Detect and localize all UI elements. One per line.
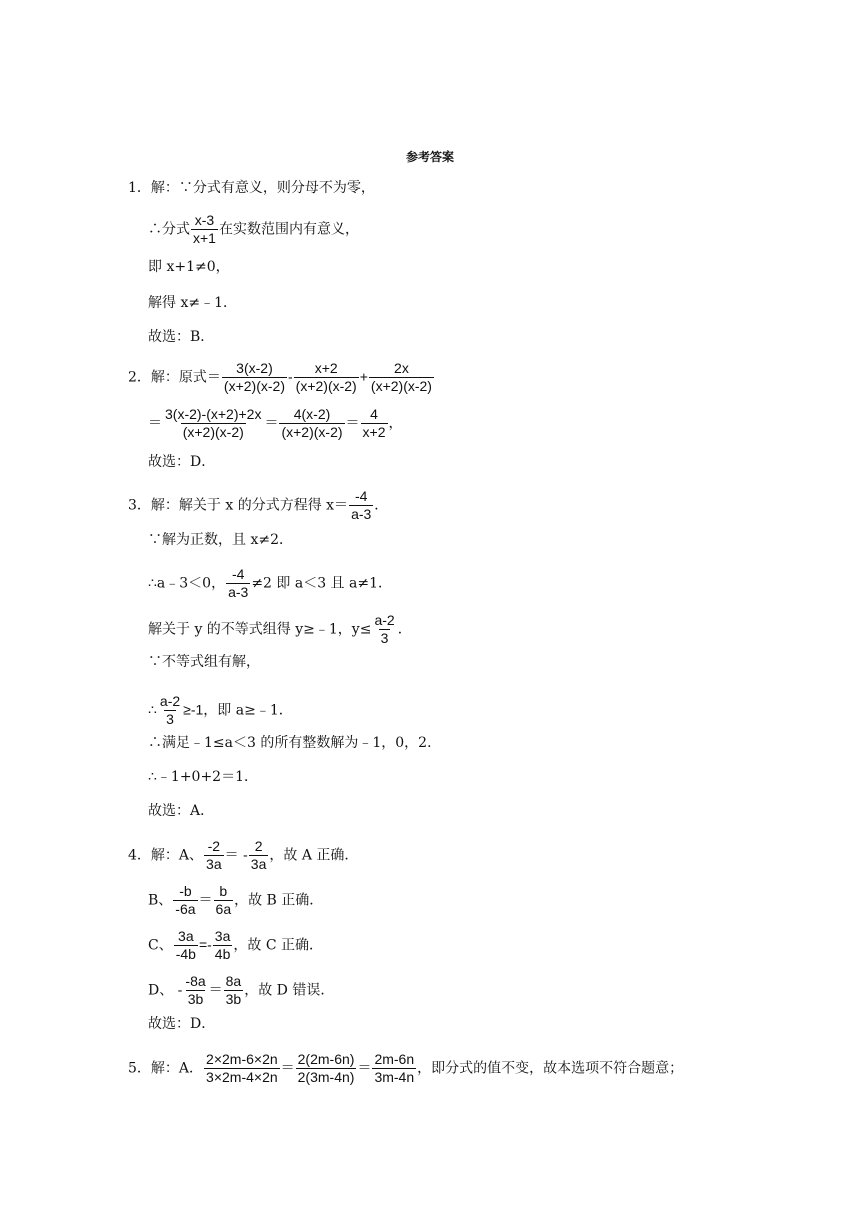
q2-fraction-2-numerator: x+2: [314, 360, 338, 376]
q3-line7: ∴满足﹣1≤a＜3 的所有整数解为﹣1，0，2．: [148, 735, 442, 751]
q4-d-fraction-2-numerator: 8a: [225, 973, 242, 989]
q4-c-equals: =-: [198, 936, 212, 953]
q4-c-fraction-2: [213, 928, 233, 963]
q3-line9: 故选：A．: [148, 803, 215, 819]
q4-a-fraction-1-denominator: 3a: [206, 856, 222, 872]
q2-line2-prefix: ＝: [148, 415, 162, 432]
q4-d-fraction-1: [183, 973, 207, 1008]
q2-fraction-5-numerator: 4(x-2): [293, 406, 331, 422]
q1-fraction-numerator: x-3: [194, 212, 215, 228]
q2-fraction-3-denominator: (x+2)(x-2): [370, 378, 432, 394]
q5-fraction-2-denominator: 2(3m-4n): [297, 1069, 355, 1085]
q2-fraction-4-denominator: (x+2)(x-2): [182, 424, 244, 440]
q1-line2-prefix: ∴分式: [148, 221, 190, 238]
q4-d-suffix: ，故 D 错误．: [244, 982, 335, 999]
q4-line1: [128, 838, 358, 873]
q3-fraction-4-numerator: a-2: [159, 693, 181, 709]
q4-option-b-prefix: B、: [148, 892, 173, 909]
q2-fraction-6-numerator: 4: [370, 406, 378, 422]
q4-d-fraction-1-numerator: -8a: [185, 973, 206, 989]
q1-fraction: [191, 212, 218, 247]
q3-line1: [128, 488, 388, 523]
q3-line1-suffix: ．: [374, 497, 389, 514]
q5-fraction-1: [204, 1051, 280, 1086]
q2-line2-suffix: ，: [388, 415, 403, 432]
q4-b-suffix: ，故 B 正确．: [234, 892, 324, 909]
q3-line3-suffix: ≠2 即 a＜3 且 a≠1．: [251, 575, 392, 592]
q4-a-suffix: ，故 A 正确．: [269, 847, 359, 864]
q4-b-fraction-1-denominator: -6a: [175, 901, 196, 917]
q5-fraction-1-denominator: 3×2m-4×2n: [206, 1069, 278, 1085]
q2-fraction-1: [222, 360, 287, 395]
q4-d-fraction-1-denominator: 3b: [187, 991, 204, 1007]
q2-equals-2: ＝: [345, 415, 360, 432]
q3-line4: [148, 612, 412, 647]
q1-fraction-denominator: x+1: [193, 230, 216, 246]
q2-fraction-3-numerator: 2x: [394, 360, 409, 376]
q3-fraction-3-denominator: 3: [380, 630, 389, 646]
q3-line5: ∵不等式组有解，: [148, 654, 260, 670]
q3-fraction-1-denominator: a-3: [351, 506, 372, 522]
q3-line2: ∵解为正数，且 x≠2．: [148, 532, 293, 548]
q2-equals-1: ＝: [264, 415, 279, 432]
q3-line4-suffix: ．: [397, 621, 412, 638]
q4-c-fraction-2-numerator: 3a: [214, 928, 231, 944]
q4-option-a-prefix: 4．解：A、: [128, 847, 204, 864]
q5-line1-prefix: 5．解：A．: [128, 1060, 204, 1077]
q4-a-fraction-1: [204, 838, 224, 873]
q4-c-suffix: ，故 C 正确．: [233, 937, 323, 954]
q2-fraction-6-denominator: x+2: [362, 424, 386, 440]
q4-a-equals: ＝ -: [224, 847, 248, 864]
q4-a-fraction-1-numerator: -2: [207, 838, 221, 854]
q2-fraction-2-denominator: (x+2)(x-2): [295, 378, 357, 394]
q1-line2: [148, 212, 359, 247]
q4-option-d-prefix: D、 -: [148, 982, 183, 999]
q3-line6: [148, 693, 293, 728]
q3-fraction-3: [372, 612, 396, 647]
q1-line5: 故选：B．: [148, 329, 215, 345]
q2-operator-2: +: [359, 368, 368, 385]
q2-fraction-2: [294, 360, 359, 395]
q2-operator-1: -: [287, 368, 293, 385]
page-title: 参考答案: [405, 150, 454, 164]
q5-line1-suffix: ，即分式的值不变，故本选项不符合题意；: [417, 1060, 684, 1077]
q5-fraction-2-numerator: 2(2m-6n): [297, 1051, 355, 1067]
q5-fraction-3-denominator: 3m-4n: [374, 1069, 415, 1085]
q4-d-fraction-2-denominator: 3b: [225, 991, 242, 1007]
q5-fraction-2: [296, 1051, 357, 1086]
q2-fraction-6: [361, 406, 388, 441]
q3-fraction-2: [226, 566, 250, 601]
q4-option-c-prefix: C、: [148, 937, 173, 954]
q4-line2: [148, 883, 323, 918]
q2-line3: 故选：D．: [148, 454, 216, 470]
q4-b-fraction-2-numerator: b: [219, 883, 228, 899]
q5-line1: [128, 1051, 683, 1086]
q4-b-fraction-1: [173, 883, 197, 918]
q3-line6-inequality: ≥-1: [183, 701, 204, 718]
q5-fraction-1-numerator: 2×2m-6×2n: [206, 1051, 278, 1067]
q4-b-fraction-1-numerator: -b: [179, 883, 192, 899]
q4-line4: [148, 973, 334, 1008]
q4-line3: [148, 928, 323, 963]
q2-fraction-1-denominator: (x+2)(x-2): [223, 378, 285, 394]
q3-line3-prefix: ∴a﹣3＜0，: [148, 575, 226, 592]
q5-equals-1: ＝: [280, 1060, 295, 1077]
q3-fraction-3-numerator: a-2: [374, 612, 395, 628]
q5-fraction-3: [372, 1051, 416, 1086]
q1-line4: 解得 x≠﹣1．: [148, 295, 237, 311]
q3-fraction-2-denominator: a-3: [228, 584, 249, 600]
q4-b-fraction-2: [214, 883, 234, 918]
q2-fraction-4-numerator: 3(x-2)-(x+2)+2x: [165, 406, 262, 422]
q1-line3: 即 x+1≠0，: [148, 259, 230, 275]
q4-c-fraction-1-denominator: -4b: [175, 946, 196, 962]
q4-b-fraction-2-denominator: 6a: [215, 901, 232, 917]
q4-c-fraction-1-numerator: 3a: [178, 928, 194, 944]
q3-fraction-4-denominator: 3: [166, 711, 174, 727]
q3-fraction-2-numerator: -4: [231, 566, 245, 582]
q3-line6-prefix: ∴: [148, 702, 157, 719]
q1-line1: 1．解：∵分式有意义，则分母不为零，: [128, 180, 375, 196]
q2-line1: [128, 360, 435, 395]
q4-a-fraction-2-numerator: 2: [254, 838, 263, 854]
q3-line3: [148, 566, 392, 601]
q2-fraction-1-numerator: 3(x-2): [236, 360, 273, 376]
q2-fraction-5: [279, 406, 344, 441]
q3-fraction-1: [349, 488, 373, 523]
q5-fraction-3-numerator: 2m-6n: [374, 1051, 415, 1067]
q3-line6-suffix: ，即 a≥﹣1．: [203, 702, 293, 719]
q2-line2: [148, 406, 403, 441]
q4-a-fraction-2-denominator: 3a: [250, 856, 267, 872]
q3-fraction-4: [158, 693, 182, 728]
q4-line5: 故选：D．: [148, 1016, 216, 1032]
q4-d-equals: ＝: [208, 982, 223, 999]
q4-c-fraction-1: [174, 928, 198, 963]
q4-d-fraction-2: [224, 973, 244, 1008]
q1-line2-suffix: 在实数范围内有意义，: [218, 221, 359, 238]
q4-a-fraction-2: [249, 838, 269, 873]
q5-equals-2: ＝: [357, 1060, 372, 1077]
q2-fraction-4: [163, 406, 263, 441]
q3-line1-prefix: 3．解：解关于 x 的分式方程得 x＝: [128, 497, 349, 514]
q4-b-equals: ＝: [198, 892, 213, 909]
q4-c-fraction-2-denominator: 4b: [214, 946, 231, 962]
q3-fraction-1-numerator: -4: [354, 488, 368, 504]
q2-line1-prefix: 2．解：原式＝: [128, 369, 221, 386]
q2-fraction-5-denominator: (x+2)(x-2): [281, 424, 343, 440]
q2-fraction-3: [369, 360, 434, 395]
q3-line4-prefix: 解关于 y 的不等式组得 y≥﹣1，y≤: [148, 621, 372, 638]
q3-line8: ∴﹣1+0+2＝1．: [148, 769, 258, 785]
